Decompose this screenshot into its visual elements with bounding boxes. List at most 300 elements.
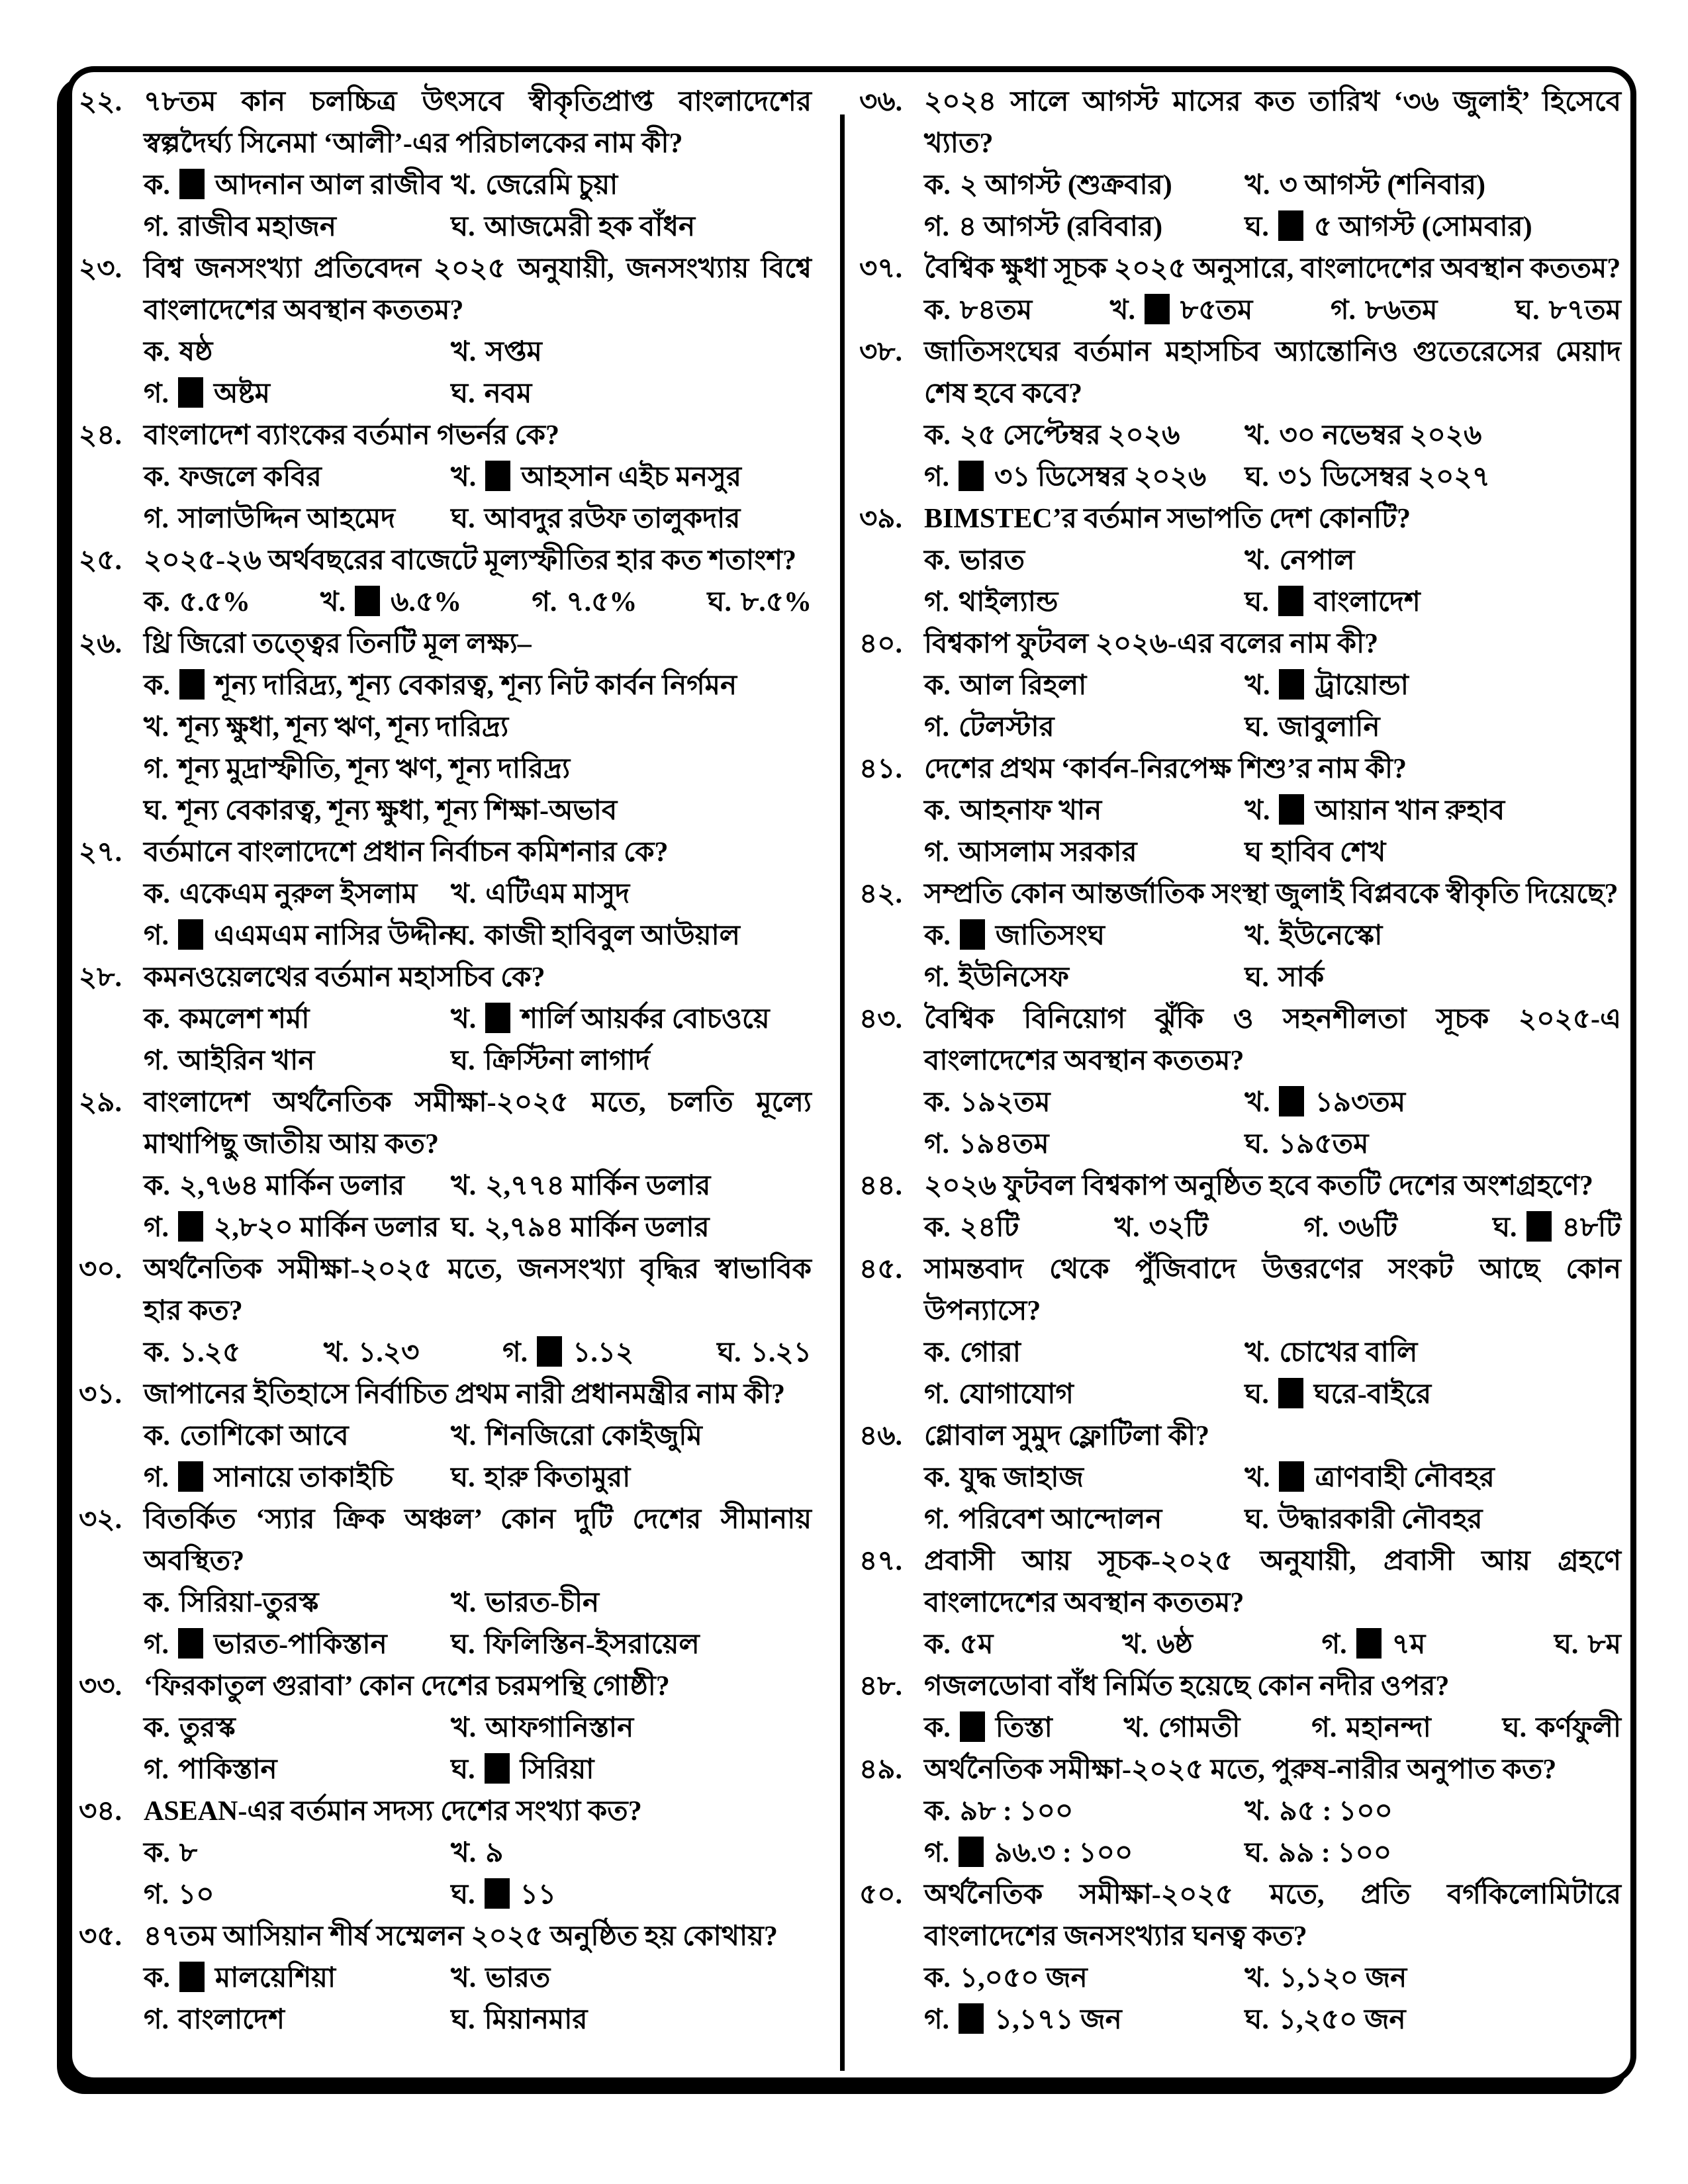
question-number: ২৮. [79,962,122,993]
option-label: ঘ. [1244,587,1269,617]
option [1331,290,1437,332]
option-label: ক. [924,1338,951,1368]
question-block [79,623,812,832]
option [924,540,1244,582]
option-text: ১.২৫ [179,1338,241,1368]
option [924,1457,1244,1499]
question-body [144,540,812,623]
option [1244,957,1621,999]
answer-marker-filled-square-icon [1526,1211,1552,1242]
option-text: ইউনিসেফ [959,962,1069,993]
column-divider-line [840,114,845,2071]
option-text: ইউনেস্কো [1279,921,1383,951]
option-text: ১৯২তম [959,1087,1051,1118]
option [451,1958,812,1999]
question-text: প্রবাসী আয় সূচক-২০২৫ অনুযায়ী, প্রবাসী আয় গ্রহণে বাংলাদেশের অবস্থান কততম? [924,1546,1621,1618]
question-text: জাতিসংঘের বর্তমান মহাসচিব অ্যান্তোনিও গুতেরেসের মেয়াদ শেষ হবে কবে? [924,337,1621,409]
options [924,1624,1638,1666]
options [924,1457,1621,1541]
option [924,1999,1244,2041]
option-label: ক. [144,879,170,909]
option-text: আল রিহলা [959,670,1087,701]
question-text: বিশ্বকাপ ফুটবল ২০২৬-এর বলের নাম কী? [924,629,1379,659]
option [924,957,1244,999]
option-label: খ. [451,1004,477,1034]
answer-marker-filled-square-icon [1278,586,1303,616]
option-label: খ. [1244,921,1270,951]
question-body [924,498,1621,623]
option-text: এটিএম মাসুদ [485,879,630,909]
question-block [859,1165,1621,1249]
option [144,1582,451,1624]
option [1244,1499,1621,1541]
option-text: ১৯৪তম [959,1129,1049,1160]
question-text: অর্থনৈতিক সমীক্ষা-২০২৫ মতে, জনসংখ্যা বৃদ্ধির স্বাভাবিক হার কত? [144,1254,812,1326]
option-label: খ. [144,712,169,743]
options [144,1582,812,1666]
question-text: বর্তমানে বাংলাদেশে প্রধান নির্বাচন কমিশনার কে? [144,837,669,868]
option-text: আহনাফ খান [959,796,1102,826]
option [451,1833,812,1874]
option-text: ২৪টি [959,1212,1019,1243]
option-text: ভারত [959,545,1025,576]
option-text: শূন্য বেকারত্ব, শূন্য ক্ষুধা, শূন্য শিক্ষা-অভাব [177,796,618,826]
option-text: অষ্টম [214,379,270,409]
question-body [924,1165,1621,1249]
answer-marker-filled-square-icon [1278,1378,1303,1408]
option-text: ভারত [485,1963,551,1993]
option-label: গ. [144,379,169,409]
question-text: ২০২৪ সালে আগস্ট মাসের কত তারিখ ‘৩৬ জুলাই’ হিসেবে খ্যাত? [924,87,1621,159]
option [451,1749,812,1791]
option-text: টেলস্টার [959,712,1055,743]
option-label: ক. [144,1421,170,1451]
option-text: মহানন্দা [1346,1713,1431,1743]
option [924,1833,1244,1874]
question-number: ৪৯. [859,1754,903,1785]
question-text: গজলডোবা বাঁধ নির্মিত হয়েছে কোন নদীর ওপর? [924,1671,1450,1702]
option [924,1624,993,1666]
option [1244,582,1621,623]
question-body [924,999,1621,1165]
option [924,1124,1244,1165]
question-body [924,1666,1621,1749]
option-text: পরিবেশ আন্দোলন [959,1504,1162,1535]
option-label: ক. [924,170,951,201]
option-text: ৩০ নভেম্বর ২০২৬ [1279,420,1482,451]
option-label: খ. [1244,1087,1270,1118]
option [1244,415,1621,457]
option-text: জাবুলানি [1278,712,1380,743]
answer-marker-filled-square-icon [1278,210,1303,241]
option-text: গোমতী [1158,1713,1241,1743]
option-label: গ. [144,921,169,951]
option-label: ঘ. [451,1046,475,1076]
question-text: বিতর্কিত ‘স্যার ক্রিক অঞ্চল’ কোন দুটি দেশের সীমানায় অবস্থিত? [144,1504,812,1576]
options [924,1707,1638,1749]
answer-marker-filled-square-icon [178,1461,203,1492]
option [451,1207,812,1249]
question-body [144,1916,812,2041]
option [144,1624,451,1666]
option-text: আবদুর রউফ তালুকদার [484,504,741,534]
options [924,1958,1621,2041]
option-text: শিনজিরো কোইজুমি [485,1421,702,1451]
option [924,915,1244,957]
option-label: খ. [451,1713,477,1743]
options [924,415,1621,498]
question-body [144,1082,812,1249]
option-label: গ. [144,1754,169,1785]
option [451,915,812,957]
option-label: ক. [144,337,170,367]
question-number: ৩৭. [859,253,903,284]
option-text: সিরিয়া-তুরস্ক [179,1588,319,1618]
option-label: খ. [323,1338,350,1368]
option-text: আহসান এইচ মনসুর [521,462,741,492]
option-text: শূন্য ক্ষুধা, শূন্য ঋণ, শূন্য দারিদ্র্য [178,712,509,743]
option [144,874,451,915]
option [451,874,812,915]
option-text: ৮৫তম [1180,295,1253,326]
option-label: গ. [924,962,950,993]
option [924,165,1244,206]
option-label: গ. [924,837,950,868]
option-text: জেরেমি চুয়া [485,170,618,201]
option-text: ২৫ সেপ্টেম্বর ২০২৬ [959,420,1180,451]
options [144,332,812,415]
option-label: ঘ. [451,1880,475,1910]
option-label: ঘ. [707,587,731,617]
option-label: গ. [144,1046,169,1076]
option-label: গ. [924,462,950,492]
question-block [859,749,1621,874]
answer-marker-filled-square-icon [485,1753,510,1784]
option-text: ৬.৫% [391,587,462,617]
option-label: গ. [1331,295,1356,326]
answer-marker-filled-square-icon [1279,794,1304,825]
option [144,165,451,206]
question-block [859,248,1621,332]
option [1244,206,1621,248]
question-text: বাংলাদেশ ব্যাংকের বর্তমান গভর্নর কে? [144,420,559,451]
option [144,373,451,415]
answer-marker-filled-square-icon [960,1711,985,1742]
question-columns [72,72,1630,2077]
option [451,457,812,498]
question-number: ৫০. [859,1880,903,1910]
question-body [144,1666,812,1791]
question-block [859,1249,1621,1416]
option [924,707,1244,749]
question-text: ৭৮তম কান চলচ্চিত্র উৎসবে স্বীকৃতিপ্রাপ্ত বাংলাদেশের স্বল্পদৈর্ঘ্য সিনেমা ‘আলী’-এর পরিচালকের নাম কী? [144,87,812,159]
question-number: ৩১. [79,1379,122,1410]
options [924,665,1621,749]
option-text: ২ আগস্ট (শুক্রবার) [959,170,1172,201]
option-text: ৩১ ডিসেম্বর ২০২৭ [1278,462,1491,492]
option [1244,915,1621,957]
option [451,1416,812,1457]
option [924,832,1244,874]
option-text: যোগাযোগ [959,1379,1074,1410]
answer-marker-filled-square-icon [959,461,984,491]
option [144,1332,240,1374]
option-label: ক. [144,462,170,492]
option [451,1582,812,1624]
question-block [859,999,1621,1165]
option [924,1374,1244,1416]
option-text: ঘরে-বাইরে [1313,1379,1432,1410]
option-text: শূন্য মুদ্রাস্ফীতি, শূন্য ঋণ, শূন্য দারিদ্র্য [178,754,571,784]
option [1244,1332,1621,1374]
option-label: খ. [1244,420,1270,451]
question-text: ২০২৬ ফুটবল বিশ্বকাপ অনুষ্ঠিত হবে কতটি দেশের অংশগ্রহণে? [924,1171,1593,1201]
option-text: চোখের বালি [1279,1338,1418,1368]
option-label: খ. [1244,1796,1270,1827]
question-text: কমনওয়েলথের বর্তমান মহাসচিব কে? [144,962,545,993]
option-text: ৪ আগস্ট (রবিবার) [959,212,1163,242]
answer-marker-filled-square-icon [959,2003,984,2034]
option-label: ঘ. [1244,2005,1269,2035]
options [144,165,812,248]
answer-marker-filled-square-icon [355,586,380,616]
question-number: ৩০. [79,1254,122,1285]
options [144,999,812,1082]
option [1322,1624,1426,1666]
option-text: সিরিয়া [520,1754,594,1785]
option-text: ৮৭তম [1548,295,1621,326]
option-text: আদনান আল রাজীব [214,170,442,201]
question-body [144,832,812,957]
option [1244,165,1621,206]
options [924,1207,1638,1249]
option [532,582,637,623]
question-body [924,1874,1621,2041]
option-text: ক্রিস্টিনা লাগার্দ [484,1046,650,1076]
option-label: খ. [451,1838,477,1868]
option [451,1999,812,2041]
option-label: ঘ. [451,2005,475,2035]
option [324,1332,419,1374]
options [924,915,1621,999]
question-number: ৪২. [859,879,903,909]
option [144,1874,451,1916]
option [144,457,451,498]
option-text: ট্রায়োন্ডা [1315,670,1409,701]
option [451,1874,812,1916]
question-body [924,1749,1621,1874]
option-label: ঘ. [1244,1504,1269,1535]
question-number: ৩৬. [859,87,903,117]
option-text: ৪৮টি [1562,1212,1621,1243]
option [502,1332,633,1374]
option-label: ক. [144,1171,170,1201]
option-label: ঘ. [1515,295,1540,326]
option [144,1457,451,1499]
option [924,206,1244,248]
option-label: গ. [144,1629,169,1660]
question-block [859,498,1621,623]
option-label: ঘ. [1554,1629,1579,1660]
option [924,582,1244,623]
option-text: সানায়ে তাকাইচি [214,1463,394,1493]
option-text: আইরিন খান [178,1046,315,1076]
question-number: ৩৫. [79,1921,122,1952]
option-text: ২,৭৬৪ মার্কিন ডলার [179,1171,405,1201]
question-number: ৩৪. [79,1796,122,1827]
answer-marker-filled-square-icon [537,1336,562,1367]
question-block [79,248,812,415]
option-label: খ. [451,1171,477,1201]
option-label: গ. [924,1504,950,1535]
answer-marker-filled-square-icon [485,1878,510,1909]
option-text: ৫.৫% [179,587,250,617]
option-text: ১,১২০ জন [1279,1963,1407,1993]
question-column-left [72,81,838,2077]
option-label: ঘ. [1244,962,1269,993]
option-label: খ. [1244,1963,1270,1993]
question-block [79,540,812,623]
option-text: ৯৫ : ১০০ [1279,1796,1393,1827]
option [1244,1791,1621,1833]
option [144,1040,451,1082]
option [1554,1624,1621,1666]
option-text: ১১ [520,1880,557,1910]
option-text: আসলাম সরকার [959,837,1137,868]
option [708,582,812,623]
question-block [859,1874,1621,2041]
option [144,582,250,623]
option-label: ঘ. [451,212,475,242]
option [1244,665,1621,707]
option-label: গ. [144,212,169,242]
question-block [859,1541,1621,1666]
option [144,665,812,707]
option [717,1332,812,1374]
option-text: হাবিব শেখ [1271,837,1386,868]
option [451,332,812,373]
option-label: ক. [924,545,951,576]
answer-marker-filled-square-icon [1145,294,1170,324]
option-label: খ. [451,462,477,492]
option-label: খ. [451,170,477,201]
question-number: ৪৩. [859,1004,903,1034]
option-label: গ. [144,1880,169,1910]
option-text: তিস্তা [995,1713,1053,1743]
option-text: ১০ [178,1880,214,1910]
option [144,749,812,790]
option [451,1457,812,1499]
option-label: খ. [1244,170,1270,201]
question-text: সামন্তবাদ থেকে পুঁজিবাদে উত্তরণের সংকট আছে কোন উপন্যাসে? [924,1254,1621,1326]
option-label: ক. [924,420,951,451]
option-text: ১৯৩তম [1315,1087,1406,1118]
option-text: বাংলাদেশ [178,2005,285,2035]
option [924,790,1244,832]
question-block [859,1416,1621,1541]
option [1503,1707,1621,1749]
question-body [924,332,1621,498]
option-label: ক. [924,1629,951,1660]
option [1244,1999,1621,2041]
options [144,1165,812,1249]
option [320,582,461,623]
option [924,1332,1244,1374]
option-text: ভারত-চীন [485,1588,600,1618]
option-label: গ. [144,754,169,784]
option [924,1958,1244,1999]
question-text: অর্থনৈতিক সমীক্ষা-২০২৫ মতে, পুরুষ-নারীর অনুপাত কত? [924,1754,1557,1785]
question-paper-frame [66,66,1636,2083]
option-label: ঘ. [451,1212,475,1243]
option-label: ঘ. [451,921,475,951]
option-text: ৮ [179,1838,198,1868]
option-label: ক. [144,587,170,617]
option-text: ১,১৭১ জন [994,2005,1122,2035]
option-label: ঘ. [451,1463,475,1493]
question-column-right [838,81,1630,2077]
question-body [924,623,1621,749]
option-text: ২,৮২০ মার্কিন ডলার [214,1212,440,1243]
option-label: ঘ. [451,1754,475,1785]
option-text: শার্লি আয়র্কর বোচওয়ে [521,1004,770,1034]
option-text: ত্রাণবাহী নৌবহর [1315,1463,1495,1493]
option-label: খ. [320,587,346,617]
question-body [924,1541,1621,1666]
question-text: BIMSTEC’র বর্তমান সভাপতি দেশ কোনটি? [924,504,1411,534]
option-text: ৩ আগস্ট (শনিবার) [1279,170,1485,201]
question-body [144,623,812,832]
option-label: গ. [924,712,950,743]
option-label: ক. [144,670,170,701]
option [1244,790,1621,832]
options [924,290,1638,332]
option-label: ঘ. [1244,1838,1269,1868]
answer-marker-filled-square-icon [178,919,203,950]
option-label: খ. [1244,670,1270,701]
option-text: সপ্তম [485,337,542,367]
option-text: ৯৮ : ১০০ [959,1796,1074,1827]
option [451,206,812,248]
answer-marker-filled-square-icon [178,1628,203,1659]
option-label: গ. [1311,1713,1337,1743]
option-label: ঘ. [451,504,475,534]
option-label: গ. [532,587,557,617]
option-text: ৯৬.৩ : ১০০ [994,1838,1133,1868]
option [924,665,1244,707]
option-text: ৩৬টি [1338,1212,1397,1243]
option-text: ৮৪তম [959,295,1033,326]
option-text: পাকিস্তান [178,1754,277,1785]
question-text: দেশের প্রথম ‘কার্বন-নিরপেক্ষ শিশু’র নাম কী? [924,754,1407,784]
option-text: সার্ক [1278,962,1325,993]
question-block [79,1666,812,1791]
option-text: নেপাল [1279,545,1355,576]
option-text: ৯৯ : ১০০ [1278,1838,1392,1868]
question-body [924,81,1621,248]
option-text: ২,৭৯৪ মার্কিন ডলার [484,1212,710,1243]
option-label: ক. [924,295,951,326]
option-label: ক. [924,1087,951,1118]
option [144,915,455,957]
option [451,1040,812,1082]
options [144,1416,812,1499]
options [144,457,812,540]
option-text: ভারত-পাকিস্তান [214,1629,387,1660]
option [1244,1833,1621,1874]
option-label: খ. [451,1421,477,1451]
answer-marker-filled-square-icon [178,377,203,408]
